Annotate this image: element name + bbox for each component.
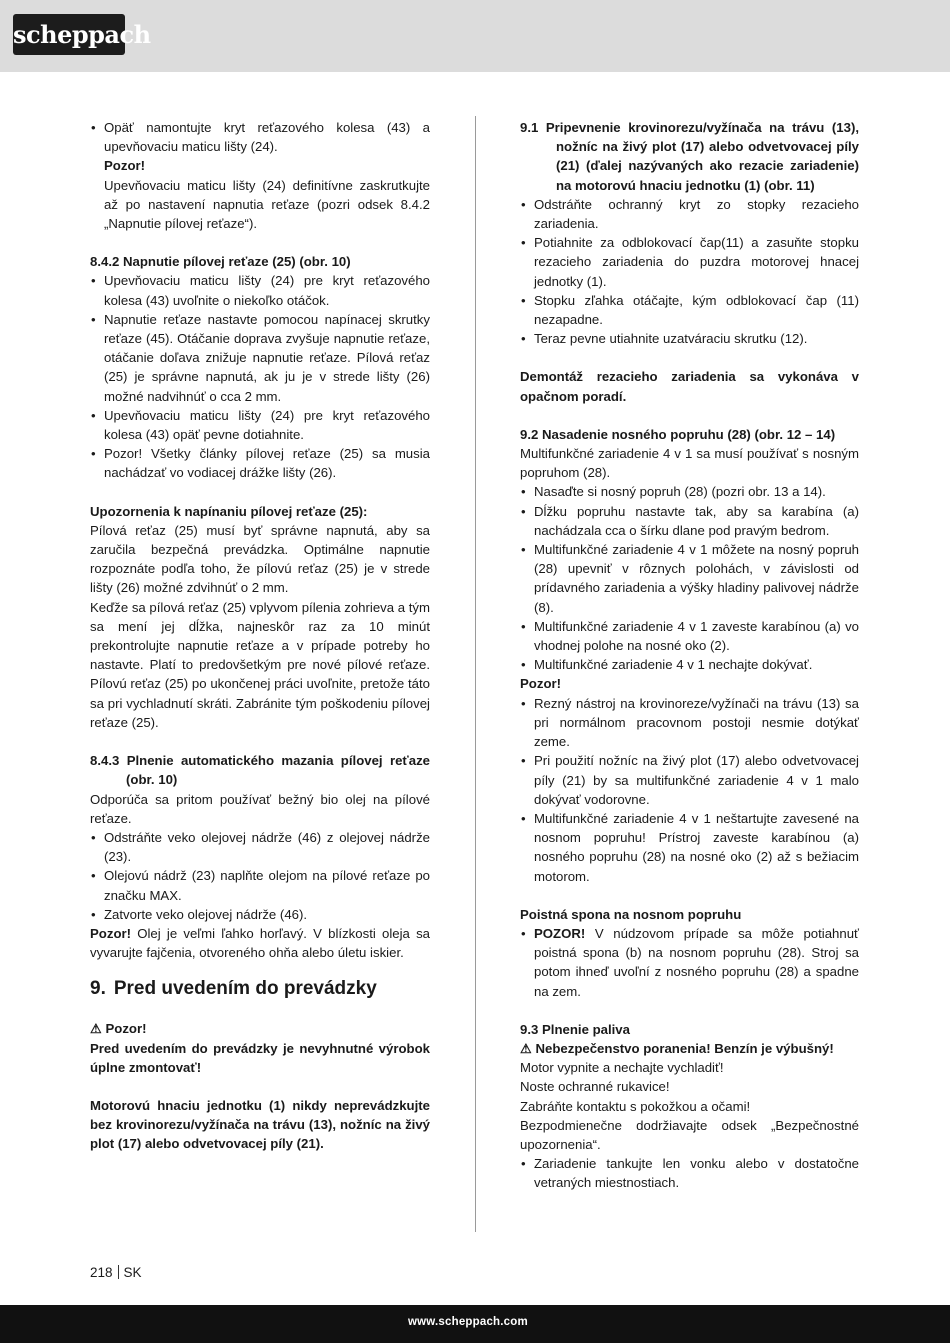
list-item	[520, 924, 859, 1001]
list-item: • Pozor! Všetky články pílovej reťaze (25) sa musia nachádzať vo vodiacej drážke lišty (26).	[90, 444, 430, 482]
subheading-upozornenia: Upozornenia k napínaniu pílovej reťaze (25):	[90, 503, 368, 519]
subheading-poistna-spona: Poistná spona na nosnom popruhu	[520, 906, 742, 922]
list-item: • Olejovú nádrž (23) naplňte olejom na pílové reťaze po značku MAX.	[90, 866, 430, 904]
list-item: • Nasaďte si nosný popruh (28) (pozri obr. 13 a 14).	[520, 482, 859, 501]
pozor-label: Pozor!	[520, 676, 562, 692]
list-item: • Zatvorte veko olejovej nádrže (46).	[90, 905, 430, 924]
paragraph: Pílová reťaz (25) musí byť správne napnutá, aby sa zaručila bezpečná prevádzka. Optimálne napnutie rozpoznáte podľa toho, že pílovú reťaz (25) je v strede lišty (26) možné zdvihnúť o 2 mm.	[90, 522, 430, 596]
list-item: • Zariadenie tankujte len vonku alebo v dostatočne vetraných miestnostiach.	[520, 1154, 859, 1192]
paragraph: Motor vypnite a nechajte vychladiť!	[520, 1060, 724, 1076]
paragraph: Noste ochranné rukavice!	[520, 1079, 670, 1095]
section-heading-9-3: 9.3 Plnenie paliva	[520, 1021, 630, 1037]
list-item: • Upevňovaciu maticu lišty (24) pre kryt reťazového kolesa (43) opäť pevne dotiahnite.	[90, 406, 430, 444]
warning-paragraph: Motorovú hnaciu jednotku (1) nikdy neprevádzkujte bez krovinorezu/vyžínača na trávu (13), nožníc na živý plot (17) alebo odvetvovacej píly (21).	[90, 1097, 430, 1152]
website-link[interactable]: www.scheppach.com	[408, 1316, 528, 1328]
section-heading-9-1: 9.1 Pripevnenie krovinorezu/vyžínača na trávu (13), nožníc na živý plot (17) alebo odvetvovacej píly (21) (ďalej nazývaných ako rezacie zariadenie) na motorovú hnaciu jednotku (1) (obr. 11)	[520, 120, 859, 193]
pozor-label: Pozor!	[104, 158, 146, 174]
list-item: • Napnutie reťaze nastavte pomocou napínacej skrutky reťaze (45). Otáčanie doprava zvyšuje napnutie reťaze, otáčanie doľava znižuje napnutie reťaze. Pílová reťaz (25) je správne napnutá, ak ju je v strede lišty (26) možné nadvihnúť o cca 2 mm.	[90, 310, 430, 406]
list-item: • Multifunkčné zariadenie 4 v 1 zaveste karabínou (a) vo vhodnej polohe na nosné oko (2).	[520, 617, 859, 655]
pozor-label: Pozor!	[90, 925, 132, 941]
section-heading-8-4-3: 8.4.3 Plnenie automatického mazania pílovej reťaze (obr. 10)	[90, 753, 430, 788]
paragraph: Odporúča sa pritom používať bežný bio olej na pílové reťaze.	[90, 791, 430, 826]
list-item: • Pri použití nožníc na živý plot (17) alebo odvetvovacej píly (21) by sa multifunkčné zariadenie 4 v 1 malo dokývať vodorovne.	[520, 751, 859, 809]
list-item: • Upevňovaciu maticu lišty (24) pre kryt reťazového kolesa (43) uvoľnite o niekoľko otáčok.	[90, 271, 430, 309]
section-heading-9-2: 9.2 Nasadenie nosného popruhu (28) (obr. 12 – 14)	[520, 426, 836, 442]
warning-text: V núdzovom prípade sa môže potiahnuť poistná spona (b) na nosnom popruhu (28). Stroj sa potom ihneď uvoľní z nosného popruhu (28) a spadne na zem.	[534, 925, 859, 999]
language-code: SK	[123, 1265, 142, 1280]
section-heading-8-4-2: 8.4.2 Napnutie pílovej reťaze (25) (obr. 10)	[90, 254, 351, 270]
list-item: • Multifunkčné zariadenie 4 v 1 môžete na nosný popruh (28) upevniť v rôznych polohách, v závislosti od prídavného zariadenia a výšky hladiny palivovej nádrže (8).	[520, 540, 859, 617]
paragraph: Multifunkčné zariadenie 4 v 1 sa musí používať s nosným popruhom (28).	[520, 446, 859, 481]
warning-label: ⚠ Pozor!	[90, 1021, 147, 1037]
warning-paragraph: ⚠ Nebezpečenstvo poranenia! Benzín je výbušný!	[520, 1040, 834, 1056]
warning-paragraph: Pred uvedením do prevádzky je nevyhnutné výrobok úplne zmontovať!	[90, 1040, 430, 1075]
warning-text: Olej je veľmi ľahko horľavý. V blízkosti oleja sa vyvarujte fajčenia, otvoreného ohňa alebo úletu iskier.	[90, 925, 430, 961]
right-column	[520, 118, 859, 1193]
left-column	[90, 118, 430, 1154]
footer-separator	[118, 1265, 119, 1279]
demontaz-note: Demontáž rezacieho zariadenia sa vykonáva v opačnom poradí.	[520, 369, 859, 404]
list-item: • Teraz pevne utiahnite uzatváraciu skrutku (12).	[520, 329, 859, 348]
list-item: • Odstráňte ochranný kryt zo stopky rezacieho zariadenia.	[520, 195, 859, 233]
paragraph: Bezpodmienečne dodržiavajte odsek „Bezpečnostné upozornenia“.	[520, 1117, 859, 1152]
page-footer	[90, 1265, 142, 1280]
list-item: • Stopku zľahka otáčajte, kým odblokovací čap (11) nezapadne.	[520, 291, 859, 329]
list-item: • Multifunkčné zariadenie 4 v 1 neštartujte zavesené na nosnom popruhu! Prístroj zaveste karabínou (a) nosného popruhu (28) na nosné oko (2) až s bežiacim motorom.	[520, 809, 859, 886]
brand-logo: scheppach	[13, 14, 125, 55]
warning-paragraph	[90, 924, 430, 962]
chapter-title: Pred uvedením do prevádzky	[113, 978, 377, 1000]
list-item: • Potiahnite za odblokovací čap(11) a zasuňte stopku rezacieho zariadenia do puzdra motorovej hnacej jednotky (1).	[520, 233, 859, 291]
page-number: 218	[90, 1265, 113, 1280]
list-item: • Multifunkčné zariadenie 4 v 1 nechajte dokývať.	[520, 655, 859, 674]
list-item: • Opäť namontujte kryt reťazového kolesa (43) a upevňovaciu maticu lišty (24).	[90, 118, 430, 156]
column-divider	[475, 116, 476, 1232]
list-item: • Rezný nástroj na krovinoreze/vyžínači na trávu (13) sa pri normálnom pracovnom postoji nesmie dotýkať zeme.	[520, 694, 859, 752]
pozor-label: POZOR!	[534, 925, 586, 941]
paragraph: Upevňovaciu maticu lišty (24) definitívne zaskrutkujte až po nastavení napnutia reťaze (pozri odsek 8.4.2 „Napnutie pílovej reťaze“).	[104, 177, 430, 232]
paragraph: Zabráňte kontaktu s pokožkou a očami!	[520, 1098, 751, 1114]
chapter-heading-9	[90, 976, 430, 1002]
paragraph: Keďže sa pílová reťaz (25) vplyvom pílenia zohrieva a tým sa mení jej dĺžka, najneskôr raz za 10 minút prekontrolujte napnutie reťaze a v prípade potreby ho nastavte. Platí to predovšetkým pre nové pílové reťaze. Pílovú reťaz (25) po ukončenej práci uvoľnite, pretože táto sa pri vychladnutí skráti. Zabránite tým poškodeniu pílovej reťaze (25).	[90, 599, 430, 730]
list-item: • Dĺžku popruhu nastavte tak, aby sa karabína (a) nachádzala cca o šírku dlane pod pravým bedrom.	[520, 502, 859, 540]
list-item: • Odstráňte veko olejovej nádrže (46) z olejovej nádrže (23).	[90, 828, 430, 866]
chapter-number: 9.	[90, 978, 106, 1000]
